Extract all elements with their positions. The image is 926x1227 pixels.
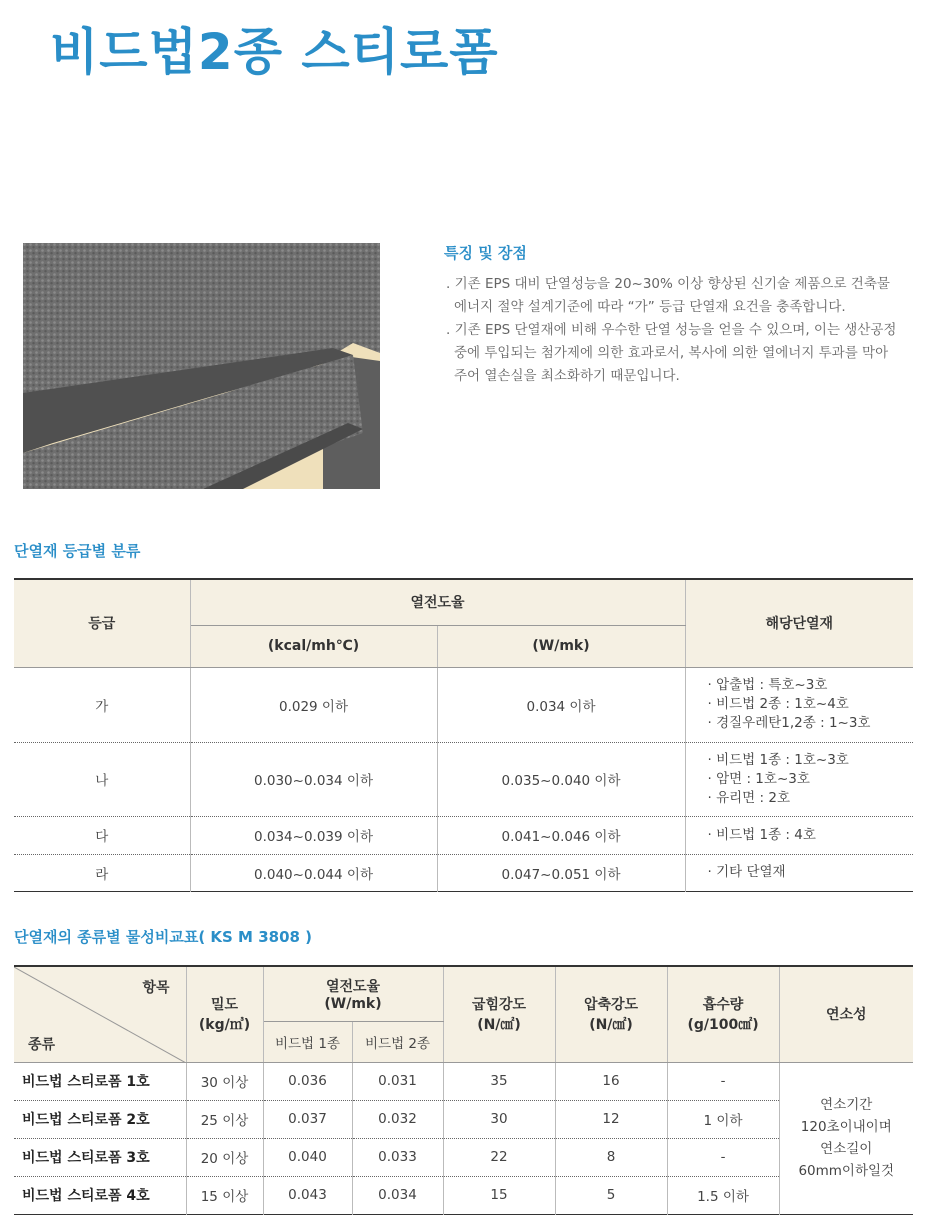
header-combustibility: 연소성	[779, 966, 913, 1062]
materials-cell	[685, 854, 913, 891]
property-table-title: 단열재의 종류별 물성비교표( KS M 3808 )	[14, 928, 313, 946]
materials-cell	[685, 667, 913, 742]
absorption-cell: -	[667, 1138, 779, 1176]
grade-cell: 가	[14, 667, 190, 742]
density-cell: 25 이상	[186, 1100, 263, 1138]
wmk-cell: 0.035~0.040 이하	[437, 742, 685, 816]
header-bead2: 비드법 2종	[352, 1021, 443, 1062]
table-row	[14, 667, 913, 742]
material-item: · 기타 단열재	[707, 864, 786, 880]
header-absorption	[667, 966, 779, 1062]
header-conductivity-unit: (W/mk)	[324, 995, 382, 1012]
material-item: · 비드법 1종 : 4호	[707, 826, 816, 843]
type-name: 비드법 스티로폼 1호	[14, 1062, 186, 1100]
absorption-cell: -	[667, 1062, 779, 1100]
table-row	[14, 816, 913, 854]
absorption-cell: 1 이하	[667, 1100, 779, 1138]
flexural-cell: 15	[443, 1176, 555, 1214]
wmk-cell: 0.041~0.046 이하	[437, 816, 685, 854]
density-cell: 30 이상	[186, 1062, 263, 1100]
material-item: · 유리면 : 2호	[707, 789, 790, 806]
table-row	[14, 1138, 913, 1176]
compressive-cell: 8	[555, 1138, 667, 1176]
table-row	[14, 1062, 913, 1100]
density-cell: 20 이상	[186, 1138, 263, 1176]
flexural-cell: 30	[443, 1100, 555, 1138]
bead1-cell: 0.037	[263, 1100, 352, 1138]
compressive-cell: 12	[555, 1100, 667, 1138]
grade-cell: 나	[14, 742, 190, 816]
header-density-unit: (kg/㎥)	[198, 1017, 251, 1034]
flexural-cell: 22	[443, 1138, 555, 1176]
header-density-label: 밀도	[210, 997, 239, 1014]
materials-cell	[685, 742, 913, 816]
product-photo	[23, 243, 380, 489]
bead1-cell: 0.043	[263, 1176, 352, 1214]
header-grade: 등급	[14, 579, 190, 667]
wmk-cell: 0.034 이하	[437, 667, 685, 742]
bead2-cell: 0.033	[352, 1138, 443, 1176]
material-item: · 암면 : 1호~3호	[707, 770, 810, 787]
grade-cell: 라	[14, 854, 190, 891]
header-conductivity	[263, 966, 443, 1021]
density-cell: 15 이상	[186, 1176, 263, 1214]
header-flexural-unit: (N/㎠)	[477, 1017, 521, 1034]
table-row	[14, 1176, 913, 1214]
combustibility-line: 연소길이	[820, 1141, 873, 1157]
type-name: 비드법 스티로폼 4호	[14, 1176, 186, 1214]
absorption-cell: 1.5 이하	[667, 1176, 779, 1214]
header-unit-kcal: (kcal/mh℃)	[190, 625, 437, 667]
features-title: 특징 및 장점	[444, 244, 527, 262]
bead2-cell: 0.031	[352, 1062, 443, 1100]
flexural-cell: 35	[443, 1062, 555, 1100]
feature-item: . 기존 EPS 대비 단열성능을 20~30% 이상 향상된 신기술 제품으로 건축물 에너지 절약 설계기준에 따라 “가” 등급 단열재 요건을 충족합니다.	[446, 276, 890, 315]
table-row	[14, 742, 913, 816]
page-title: 비드법2종 스티로폼	[50, 23, 499, 81]
header-materials: 해당단열재	[685, 579, 913, 667]
table-row	[14, 854, 913, 891]
material-item: · 압출법 : 특호~3호	[707, 677, 828, 693]
header-flexural-label: 굽힘강도	[471, 997, 527, 1014]
header-bead1: 비드법 1종	[263, 1021, 352, 1062]
kcal-cell: 0.030~0.034 이하	[190, 742, 437, 816]
materials-cell	[685, 816, 913, 854]
kcal-cell: 0.029 이하	[190, 667, 437, 742]
bead1-cell: 0.036	[263, 1062, 352, 1100]
header-density	[186, 966, 263, 1062]
header-item: 항목	[142, 980, 170, 996]
table-row	[14, 1100, 913, 1138]
type-name: 비드법 스티로폼 3호	[14, 1138, 186, 1176]
type-name: 비드법 스티로폼 2호	[14, 1100, 186, 1138]
kcal-cell: 0.034~0.039 이하	[190, 816, 437, 854]
combustibility-line: 60mm이하일것	[798, 1163, 895, 1179]
header-absorption-label: 흡수량	[702, 997, 744, 1014]
header-item-type	[14, 966, 186, 1062]
grade-table	[14, 578, 913, 892]
header-unit-wmk: (W/mk)	[437, 625, 685, 667]
grade-table-title: 단열재 등급별 분류	[14, 542, 141, 560]
kcal-cell: 0.040~0.044 이하	[190, 854, 437, 891]
material-item: · 비드법 2종 : 1호~4호	[707, 696, 849, 712]
header-type: 종류	[28, 1036, 56, 1053]
header-conductivity: 열전도율	[190, 579, 685, 625]
combustibility-line: 120초이내이며	[800, 1119, 892, 1135]
header-compressive	[555, 966, 667, 1062]
wmk-cell: 0.047~0.051 이하	[437, 854, 685, 891]
material-item: · 비드법 1종 : 1호~3호	[707, 751, 849, 768]
header-absorption-unit: (g/100㎠)	[687, 1017, 759, 1034]
material-item: · 경질우레탄1,2종 : 1~3호	[707, 715, 871, 731]
combustibility-cell	[779, 1062, 913, 1214]
bead1-cell: 0.040	[263, 1138, 352, 1176]
header-flexural	[443, 966, 555, 1062]
header-compressive-label: 압축강도	[583, 997, 639, 1014]
property-table	[14, 965, 913, 1215]
header-compressive-unit: (N/㎠)	[589, 1017, 633, 1034]
combustibility-line: 연소기간	[820, 1097, 873, 1113]
grade-cell: 다	[14, 816, 190, 854]
compressive-cell: 16	[555, 1062, 667, 1100]
bead2-cell: 0.034	[352, 1176, 443, 1214]
features-section	[444, 242, 904, 388]
bead2-cell: 0.032	[352, 1100, 443, 1138]
header-conductivity-label: 열전도율	[325, 978, 381, 995]
feature-item: . 기존 EPS 단열재에 비해 우수한 단열 성능을 얻을 수 있으며, 이는 생산공정 중에 투입되는 첨가제에 의한 효과로서, 복사에 의한 열에너지 투과를 막아 주어 열손실을 최소화하기 때문입니다.	[446, 322, 897, 384]
compressive-cell: 5	[555, 1176, 667, 1214]
